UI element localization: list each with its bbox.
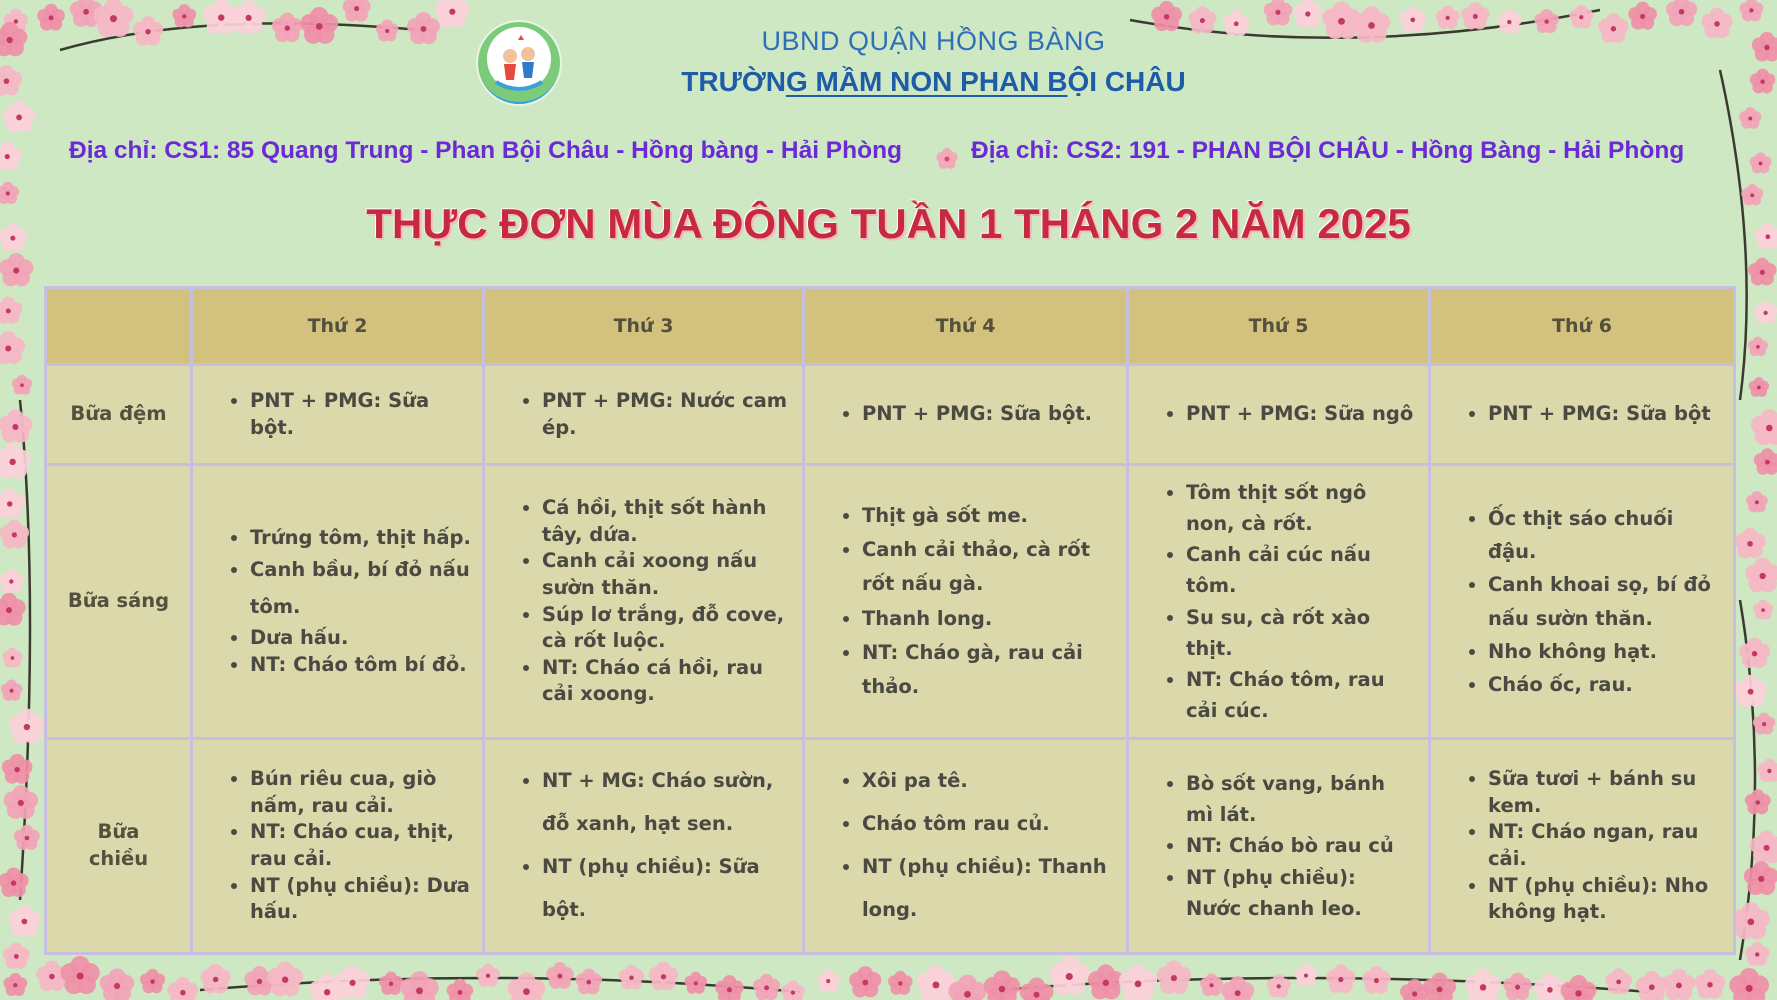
dish-item: • Su su, cà rốt xào thịt. — [1186, 602, 1417, 664]
blossom-icon — [753, 974, 780, 1000]
dish-item: • Sữa tươi + bánh su kem. — [1488, 766, 1722, 819]
dish-list — [1432, 401, 1732, 428]
blossom-icon — [781, 980, 805, 1000]
blossom-icon — [849, 966, 881, 997]
dish-list — [806, 760, 1125, 932]
blossom-icon — [12, 375, 33, 395]
dish-item: • Trứng tôm, thịt hấp. — [250, 525, 471, 552]
table-row — [46, 739, 1735, 954]
blossom-icon — [917, 965, 956, 1000]
dish-item: • Thanh long. — [862, 602, 1115, 636]
dish-list — [486, 495, 801, 707]
blossom-icon — [1561, 975, 1597, 1000]
blossom-icon — [0, 520, 29, 549]
blossom-icon — [1569, 5, 1593, 28]
table-row — [46, 365, 1735, 465]
dish-item: • NT: Cháo cá hồi, rau cải xoong. — [542, 655, 791, 708]
blossom-icon — [200, 964, 230, 994]
blossom-icon — [984, 970, 1021, 1000]
dish-list — [806, 499, 1125, 704]
dish-item: • NT: Cháo tôm, rau cải cúc. — [1186, 664, 1417, 726]
table-cell — [192, 365, 484, 465]
blossom-icon — [0, 868, 29, 897]
branch-decoration — [1740, 600, 1755, 960]
dish-item: • NT: Cháo gà, rau cải thảo. — [862, 636, 1115, 704]
blossom-icon — [343, 0, 371, 22]
dish-list — [1130, 401, 1427, 428]
column-header-thu-2: Thứ 2 — [192, 288, 484, 365]
weekly-menu-table — [44, 286, 1736, 955]
blossom-icon — [1503, 973, 1531, 1000]
dish-item: • PNT + PMG: Sữa bột. — [862, 401, 1115, 428]
blossom-icon — [1605, 968, 1632, 994]
table-cell — [804, 465, 1128, 739]
blossom-icon — [379, 971, 403, 994]
dish-item: • NT (phụ chiều): Nước chanh leo. — [1186, 862, 1417, 924]
blossom-icon — [1745, 789, 1771, 814]
blossom-icon — [0, 593, 26, 626]
blossom-icon — [0, 488, 25, 518]
blossom-icon — [888, 971, 913, 995]
row-header-bua-dem: Bữa đệm — [46, 365, 192, 465]
blossom-icon — [1750, 152, 1772, 173]
dish-item: • Ốc thịt sáo chuối đậu. — [1488, 502, 1722, 568]
table-cell — [1430, 365, 1735, 465]
blossom-icon — [1119, 964, 1157, 1000]
blossom-icon — [1754, 448, 1777, 474]
blossom-icon — [1749, 377, 1769, 397]
blossom-icon — [476, 963, 500, 986]
blossom-icon — [36, 960, 67, 991]
blossom-icon — [335, 965, 370, 999]
blossom-icon — [508, 972, 546, 1000]
dish-item: • NT: Cháo cua, thịt, rau cải. — [250, 819, 471, 872]
dish-item: • PNT + PMG: Sữa ngô — [1186, 401, 1417, 428]
blossom-icon — [400, 971, 438, 1000]
dish-list — [1432, 766, 1732, 925]
table-cell — [1128, 739, 1430, 954]
dish-list — [806, 401, 1125, 428]
dish-item: • NT (phụ chiều): Dưa hấu. — [250, 873, 471, 926]
blossom-icon — [1264, 0, 1293, 25]
column-header-thu-5: Thứ 5 — [1128, 288, 1430, 365]
blossom-icon — [1748, 336, 1768, 356]
blossom-icon — [1267, 974, 1291, 997]
blossom-icon — [1750, 830, 1777, 863]
blossom-icon — [1753, 600, 1773, 620]
dish-item: • PNT + PMG: Nước cam ép. — [542, 388, 791, 441]
table-cell — [192, 739, 484, 954]
dish-list — [1130, 768, 1427, 924]
column-header-thu-6: Thứ 6 — [1430, 288, 1735, 365]
blossom-icon — [1746, 491, 1768, 512]
table-cell — [484, 739, 804, 954]
blossom-icon — [1534, 974, 1566, 1000]
branch-decoration — [20, 400, 30, 900]
blossom-icon — [8, 905, 40, 937]
blossom-icon — [1423, 973, 1456, 1000]
dish-item: • NT: Cháo tôm bí đỏ. — [250, 652, 471, 679]
blossom-icon — [3, 101, 35, 133]
address-cs1: Địa chỉ: CS1: 85 Quang Trung - Phan Bội Châu - Hồng bàng - Hải Phòng — [69, 137, 903, 164]
blossom-icon — [0, 297, 22, 324]
blossom-icon — [1729, 968, 1769, 1000]
blossom-icon — [1751, 409, 1777, 445]
dish-item: • Canh cải xoong nấu sườn thăn. — [542, 548, 791, 601]
dish-item: • NT: Cháo bò rau củ — [1186, 830, 1417, 861]
table-cell — [484, 365, 804, 465]
dish-item: • Xôi pa tê. — [862, 760, 1115, 803]
blossom-icon — [1734, 675, 1767, 707]
dish-item: • Dưa hấu. — [250, 625, 471, 652]
dish-item: • NT (phụ chiều): Sữa bột. — [542, 846, 791, 932]
blossom-icon — [1088, 964, 1124, 999]
blossom-icon — [1049, 956, 1089, 995]
blossom-icon — [0, 443, 31, 479]
dish-item: • PNT + PMG: Sữa bột. — [250, 388, 471, 441]
blossom-icon — [3, 943, 30, 969]
dish-item: • Canh bầu, bí đỏ nấu tôm. — [250, 551, 471, 625]
dish-item: • Cháo tôm rau củ. — [862, 803, 1115, 846]
table-cell — [804, 365, 1128, 465]
dish-item: • Cháo ốc, rau. — [1488, 668, 1722, 701]
blossom-icon — [649, 962, 679, 991]
dish-item: • Canh cải thảo, cà rốt rốt nấu gà. — [862, 533, 1115, 601]
blossom-icon — [1663, 969, 1696, 1000]
blossom-icon — [1465, 969, 1502, 1000]
dish-list — [486, 760, 801, 932]
dish-item: • Thịt gà sốt me. — [862, 499, 1115, 533]
blossom-icon — [309, 974, 345, 1000]
blossom-icon — [546, 962, 573, 989]
blossom-icon — [1757, 758, 1777, 782]
blossom-icon — [1754, 301, 1777, 324]
blossom-icon — [1753, 713, 1776, 735]
dish-item: • Súp lơ trắng, đỗ cove, cà rốt luộc. — [542, 602, 791, 655]
blossom-icon — [3, 973, 27, 996]
blossom-icon — [1739, 0, 1763, 21]
dish-item: • NT: Cháo ngan, rau cải. — [1488, 819, 1722, 872]
blossom-icon — [1745, 558, 1777, 592]
table-cell — [1128, 365, 1430, 465]
menu-title: THỰC ĐƠN MÙA ĐÔNG TUẦN 1 THÁNG 2 NĂM 2025 — [366, 200, 1411, 247]
dish-list — [1130, 477, 1427, 727]
blossom-icon — [1326, 964, 1355, 993]
blossom-icon — [575, 968, 602, 994]
dish-item: • Cá hồi, thịt sốt hành tây, dứa. — [542, 495, 791, 548]
dish-list — [194, 766, 481, 925]
blossom-icon — [60, 956, 99, 994]
blossom-icon — [1294, 963, 1317, 986]
blossom-icon — [2, 648, 22, 668]
blossom-icon — [167, 977, 198, 1000]
column-header-empty — [46, 288, 192, 365]
blossom-icon — [1400, 979, 1429, 1000]
blossom-icon — [0, 569, 24, 593]
blossom-icon — [9, 709, 45, 744]
blossom-icon — [1221, 976, 1254, 1000]
blossom-icon — [244, 966, 274, 996]
branch-decoration — [1000, 978, 1650, 992]
blossom-icon — [1020, 977, 1054, 1000]
blossom-icon — [1739, 638, 1770, 668]
branch-decoration — [200, 978, 800, 992]
dish-list — [194, 388, 481, 441]
blossom-icon — [14, 825, 40, 850]
blossom-icon — [1, 680, 23, 701]
column-header-thu-4: Thứ 4 — [804, 288, 1128, 365]
district-name: UBND QUẬN HỒNG BÀNG — [761, 26, 1106, 56]
blossom-icon — [447, 979, 474, 1000]
dish-item: • Tôm thịt sốt ngô non, cà rốt. — [1186, 477, 1417, 539]
dish-item: • Bún riêu cua, giò nấm, rau cải. — [250, 766, 471, 819]
blossom-icon — [1636, 971, 1668, 1000]
dish-item: • Canh khoai sọ, bí đỏ nấu sườn thăn. — [1488, 568, 1722, 634]
row-header-bua-chieu: Bữa chiều — [46, 739, 192, 954]
table-cell — [1430, 465, 1735, 739]
dish-item: • NT + MG: Cháo sườn, đỗ xanh, hạt sen. — [542, 760, 791, 846]
blossom-icon — [1362, 966, 1391, 994]
blossom-icon — [1200, 973, 1223, 995]
dish-item: • NT (phụ chiều): Nho không hạt. — [1488, 873, 1722, 926]
blossom-icon — [267, 961, 303, 996]
blossom-icon — [1748, 258, 1776, 286]
blossom-icon — [172, 4, 196, 27]
blossom-icon — [948, 975, 986, 1000]
blossom-icon — [100, 968, 134, 1000]
row-header-bua-sang: Bữa sáng — [46, 465, 192, 739]
dish-list — [1432, 502, 1732, 701]
dish-list — [194, 525, 481, 679]
school-name: TRƯỜNG MẦM NON PHAN BỘI CHÂU — [681, 66, 1186, 97]
blossom-icon — [1293, 0, 1323, 28]
blossom-icon — [817, 969, 840, 991]
dish-item: • Bò sốt vang, bánh mì lát. — [1186, 768, 1417, 830]
table-cell — [1128, 465, 1430, 739]
blossom-icon — [0, 253, 33, 286]
blossom-icon — [1666, 0, 1697, 26]
blossom-icon — [1734, 528, 1765, 559]
blossom-icon — [0, 331, 25, 364]
blossom-icon — [0, 410, 32, 443]
blossom-icon — [0, 142, 22, 170]
table-cell — [192, 465, 484, 739]
dish-item: • PNT + PMG: Sữa bột — [1488, 401, 1722, 428]
blossom-icon — [715, 975, 743, 1000]
address-cs2: Địa chỉ: CS2: 191 - PHAN BỘI CHÂU - Hồng Bàng - Hải Phòng — [971, 137, 1685, 164]
blossom-icon — [1745, 942, 1770, 966]
table-row — [46, 465, 1735, 739]
blossom-icon — [1157, 960, 1192, 994]
blossom-icon — [70, 0, 102, 27]
blossom-icon — [1744, 861, 1777, 895]
table-cell — [804, 739, 1128, 954]
table-cell — [484, 465, 804, 739]
blossom-icon — [684, 972, 707, 994]
blossom-separator-icon — [934, 146, 960, 172]
blossom-icon — [140, 969, 165, 994]
table-cell — [1430, 739, 1735, 954]
blossom-icon — [1695, 969, 1726, 999]
dish-list — [486, 388, 801, 441]
dish-item: • Nho không hạt. — [1488, 635, 1722, 668]
blossom-icon — [619, 965, 644, 990]
blossom-icon — [4, 785, 38, 819]
blossom-icon — [435, 0, 470, 28]
column-header-thu-3: Thứ 3 — [484, 288, 804, 365]
dish-item: • Canh cải cúc nấu tôm. — [1186, 539, 1417, 601]
blossom-icon — [2, 754, 33, 784]
table-header-row — [46, 288, 1735, 365]
blossom-icon — [1739, 107, 1761, 129]
blossom-icon — [1732, 902, 1770, 939]
dish-item: • NT (phụ chiều): Thanh long. — [862, 846, 1115, 932]
